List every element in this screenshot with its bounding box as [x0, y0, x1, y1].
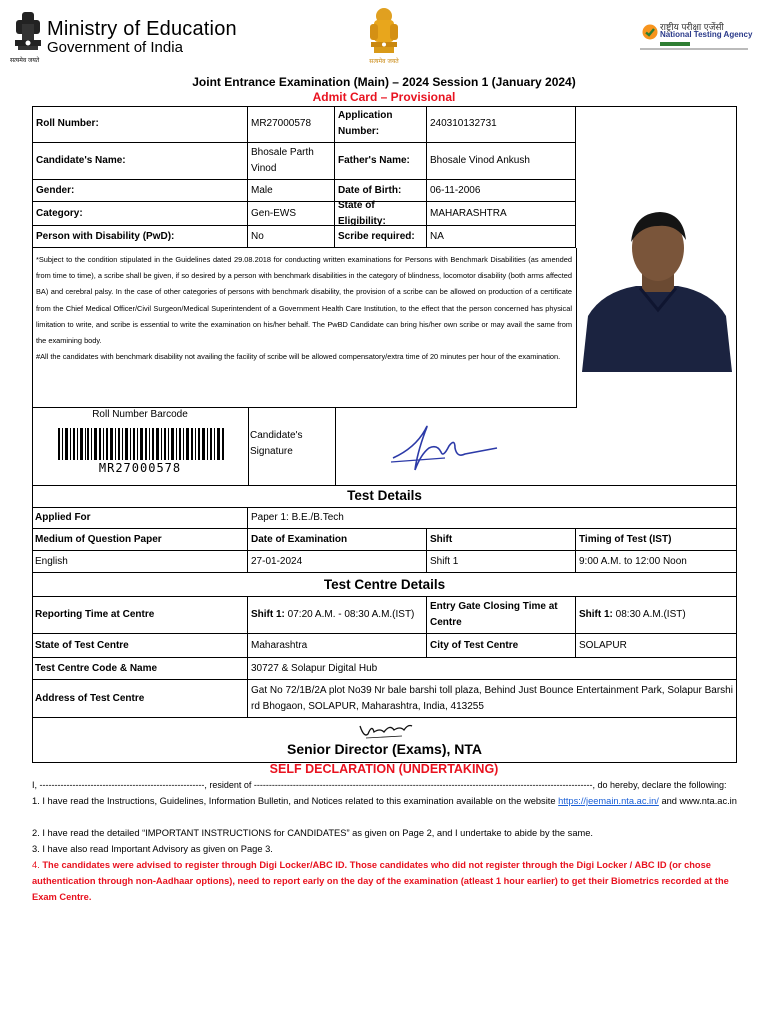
- father-name-value: Bhosale Vinod Ankush: [427, 143, 576, 180]
- admit-card-title: Admit Card – Provisional: [312, 90, 456, 104]
- signature-label: Candidate's Signature: [250, 430, 303, 457]
- applied-for-value: Paper 1: B.E./B.Tech: [248, 507, 737, 529]
- timing-label: Timing of Test (IST): [576, 529, 737, 551]
- declaration-line-1b: and www.nta.ac.in: [658, 796, 737, 806]
- centre-state-label: State of Test Centre: [32, 634, 248, 658]
- centre-code-value: 30727 & Solapur Digital Hub: [248, 658, 737, 680]
- test-centre-title: Test Centre Details: [323, 577, 446, 592]
- centre-state-value: Maharashtra: [248, 634, 427, 658]
- application-number-value: 240310132731: [427, 106, 576, 143]
- note-right-border: [576, 248, 577, 408]
- emblem-motto: सत्यमेव जयते: [369, 58, 399, 65]
- category-value: Gen-EWS: [248, 202, 335, 226]
- reporting-time-value: [248, 596, 427, 634]
- nta-check-icon: [642, 24, 658, 40]
- pwd-value: No: [248, 226, 335, 248]
- nta-logo: [640, 20, 760, 54]
- pwd-label: Person with Disability (PwD):: [32, 226, 248, 248]
- reporting-time-label: Reporting Time at Centre: [32, 596, 248, 634]
- roll-number-label: Roll Number:: [32, 106, 248, 143]
- nta-tagline-bar: [660, 42, 690, 46]
- nta-footer-line: [640, 48, 748, 50]
- gate-closing-label: Entry Gate Closing Time at Centre: [427, 596, 576, 634]
- shift-value: Shift 1: [427, 551, 576, 573]
- roll-number-barcode: [58, 428, 224, 460]
- declaration-title: SELF DECLARATION (UNDERTAKING): [269, 762, 499, 776]
- gender-value: Male: [248, 180, 335, 202]
- declaration-line-4-number: 4.: [32, 860, 43, 870]
- exam-date-label: Date of Examination: [248, 529, 427, 551]
- reporting-shift-label: Shift 1:: [251, 608, 285, 620]
- candidate-name-value: Bhosale Parth Vinod: [248, 143, 335, 180]
- barcode-label: Roll Number Barcode: [92, 409, 188, 420]
- jeemain-website-link[interactable]: https://jeemain.nta.ac.in/: [558, 796, 659, 806]
- page-header: [0, 0, 768, 72]
- declaration-line-4-text: The candidates were advised to register through Digi Locker/ABC ID. Those candidates who did not register through the Digi Locker / ABC ID (or chose authentication through non-Aadhaar options), need to report early on the day of the examination (atleast 1 hour earlier) to get their Biometrics recorded at the Exam Centre.: [32, 860, 729, 902]
- gate-shift-label: Shift 1:: [579, 608, 613, 620]
- candidate-photo: [578, 204, 736, 372]
- medium-label: Medium of Question Paper: [32, 529, 248, 551]
- scribe-note-p2: #All the candidates with benchmark disability not availing the facility of scribe will be allowed compensatory/extra time of 20 minutes per hour of the examination.: [36, 352, 561, 362]
- exam-title: Joint Entrance Examination (Main) – 2024 Session 1 (January 2024): [192, 75, 576, 89]
- national-emblem-icon: [10, 10, 46, 60]
- director-signature-image: [358, 720, 414, 742]
- state-eligibility-label: State of Eligibility:: [335, 202, 427, 226]
- ministry-title: Ministry of Education: [47, 18, 237, 40]
- gate-closing-value: [576, 596, 737, 634]
- applied-for-label: Applied For: [32, 507, 248, 529]
- reporting-time-text: 07:20 A.M. - 08:30 A.M.(IST): [284, 608, 415, 620]
- dob-value: 06-11-2006: [427, 180, 576, 202]
- candidate-photo-image: [578, 204, 736, 372]
- exam-date-value: 27-01-2024: [248, 551, 427, 573]
- centre-city-label: City of Test Centre: [427, 634, 576, 658]
- scribe-note-p1: *Subject to the condition stipulated in the Guidelines dated 29.08.2018 for conducting written examinations for Persons with Benchmark Disabilities (as amended from time to time), a scribe shall be given, if so desired by a person with benchmark disabilities in the category of blindness, locomotor disability (both arms affected BA) and cerebral palsy. In the case of other categories of persons with benchmark disability, the provision of a scribe can be allowed on production of a certificate from the Chief Medical Officer/Civil Surgeon/Medical Superintendent of a Government Health Care Institution, to the effect that the person concerned has physical limitation to write, and scribe is essential to write the examination on his/her behalf. The PwBD Candidate can bring his/her own scribe or may avail the same from the examining body.: [36, 255, 572, 346]
- nta-name: National Testing Agency: [660, 30, 753, 39]
- government-subtitle: Government of India: [47, 39, 183, 56]
- application-number-label: Application Number:: [335, 106, 427, 143]
- nta-hindi-name: राष्ट्रीय परीक्षा एजेंसी: [660, 22, 724, 32]
- centre-address-value: Gat No 72/1B/2A plot No39 Nr bale barshi toll plaza, Behind Just Bounce Entertainment Park, Solapur Barshi rd Bhogaon, SOLAPUR, Maharashtra, India, 413255: [248, 680, 737, 718]
- director-title: Senior Director (Exams), NTA: [286, 741, 482, 757]
- test-details-title: Test Details: [347, 488, 422, 503]
- moe-motto: सत्यमेव जयते: [10, 58, 40, 64]
- shift-label: Shift: [427, 529, 576, 551]
- centre-city-value: SOLAPUR: [576, 634, 737, 658]
- note-bottom-border: [32, 407, 577, 408]
- dob-label: Date of Birth:: [335, 180, 427, 202]
- roll-number-value: MR27000578: [248, 106, 335, 143]
- medium-value: English: [32, 551, 248, 573]
- state-eligibility-value: MAHARASHTRA: [427, 202, 576, 226]
- gate-closing-text: 08:30 A.M.(IST): [612, 608, 686, 620]
- declaration-line-1a: 1. I have read the Instructions, Guidelines, Information Bulletin, and Notices related to this examination available on the website: [32, 796, 559, 806]
- gender-label: Gender:: [32, 180, 248, 202]
- scribe-note: [36, 252, 572, 365]
- timing-value: 9:00 A.M. to 12:00 Noon: [576, 551, 737, 573]
- declaration-line-0: I, -------------------------------------------------------, resident of -----------------------------------------------------------------------------------------------------------------, do hereby, declare the following:: [32, 780, 727, 790]
- test-details-top-border: [32, 485, 737, 486]
- barcode-text: MR27000578: [98, 461, 182, 475]
- signature-label-divider: [335, 407, 336, 485]
- centre-code-label: Test Centre Code & Name: [32, 658, 248, 680]
- scribe-value: NA: [427, 226, 576, 248]
- declaration-line-1: [32, 793, 742, 809]
- declaration-line-2: 2. I have read the detailed “IMPORTANT INSTRUCTIONS for CANDIDATES” as given on Page 2, and I undertake to abide by the same.: [32, 828, 593, 838]
- category-label: Category:: [32, 202, 248, 226]
- emblem-icon: [365, 6, 403, 66]
- barcode-sign-divider: [248, 407, 249, 485]
- scribe-label: Scribe required:: [335, 226, 427, 248]
- candidate-signature-image: [385, 418, 505, 476]
- father-name-label: Father's Name:: [335, 143, 427, 180]
- declaration-line-3: 3. I have also read Important Advisory as given on Page 3.: [32, 844, 273, 854]
- centre-address-label: Address of Test Centre: [32, 680, 248, 718]
- candidate-name-label: Candidate's Name:: [32, 143, 248, 180]
- declaration-line-4: [32, 857, 742, 905]
